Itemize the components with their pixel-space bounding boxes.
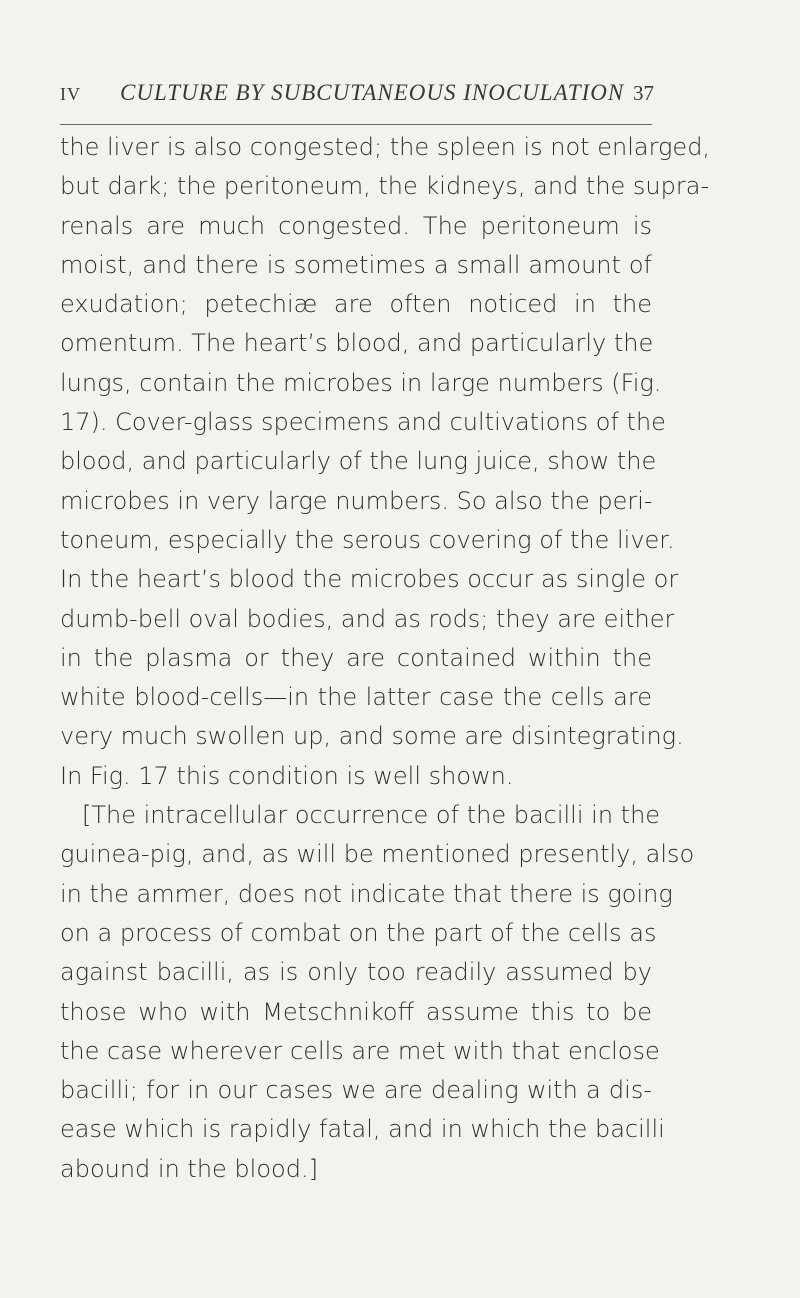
- text-line: against bacilli, as is only too readily assumed by: [60, 958, 652, 987]
- chapter-number: IV: [60, 84, 81, 104]
- text-line: in the ammer, does not indicate that there is going: [60, 879, 673, 908]
- text-line: toneum, especially the serous covering of the liver.: [60, 525, 675, 554]
- text-line: very much swollen up, and some are disintegrating.: [60, 722, 684, 751]
- text-line: but dark; the peritoneum, the kidneys, and the supra-: [60, 172, 710, 201]
- text-line: abound in the blood.]: [60, 1154, 318, 1183]
- text-line: ease which is rapidly fatal, and in which the bacilli: [60, 1115, 665, 1144]
- text-line: bacilli; for in our cases we are dealing with a dis-: [60, 1076, 652, 1105]
- running-title: CULTURE BY SUBCUTANEOUS INOCULATION: [120, 80, 625, 105]
- text-line: white blood-cells—in the latter case the cells are: [60, 683, 652, 712]
- text-line: the liver is also congested; the spleen is not enlarged,: [60, 133, 711, 161]
- text-line: renals are much congested. The peritoneum is: [60, 211, 652, 240]
- text-line: on a process of combat on the part of the cells as: [60, 918, 657, 947]
- text-line: In the heart’s blood the microbes occur as single or: [60, 565, 679, 594]
- text-line: those who with Metschnikoff assume this to be: [60, 997, 652, 1026]
- text-line: 17). Cover-glass specimens and cultivations of the: [60, 408, 666, 437]
- text-line: lungs, contain the microbes in large numbers (Fig.: [60, 368, 662, 397]
- text-line: the case wherever cells are met with that enclose: [60, 1036, 660, 1065]
- page-number: 37: [633, 81, 654, 105]
- running-header: [60, 80, 654, 125]
- paragraph-2: [60, 796, 695, 1189]
- text-line: blood, and particularly of the lung juice, show the: [60, 447, 657, 476]
- text-line: dumb-bell oval bodies, and as rods; they are either: [60, 604, 675, 633]
- text-line: microbes in very large numbers. So also the peri-: [60, 486, 653, 515]
- text-line: In Fig. 17 this condition is well shown.: [60, 761, 514, 790]
- paragraph-1: [60, 128, 711, 796]
- text-line: exudation; petechiæ are often noticed in the: [60, 290, 652, 319]
- text-line: [The intracellular occurrence of the bacilli in the: [82, 801, 661, 830]
- text-line: in the plasma or they are contained within the: [60, 643, 652, 672]
- text-line: moist, and there is sometimes a small amount of: [60, 250, 652, 279]
- text-line: guinea-pig, and, as will be mentioned presently, also: [60, 840, 695, 869]
- text-line: omentum. The heart’s blood, and particularly the: [60, 329, 654, 358]
- body-text: [60, 128, 711, 1189]
